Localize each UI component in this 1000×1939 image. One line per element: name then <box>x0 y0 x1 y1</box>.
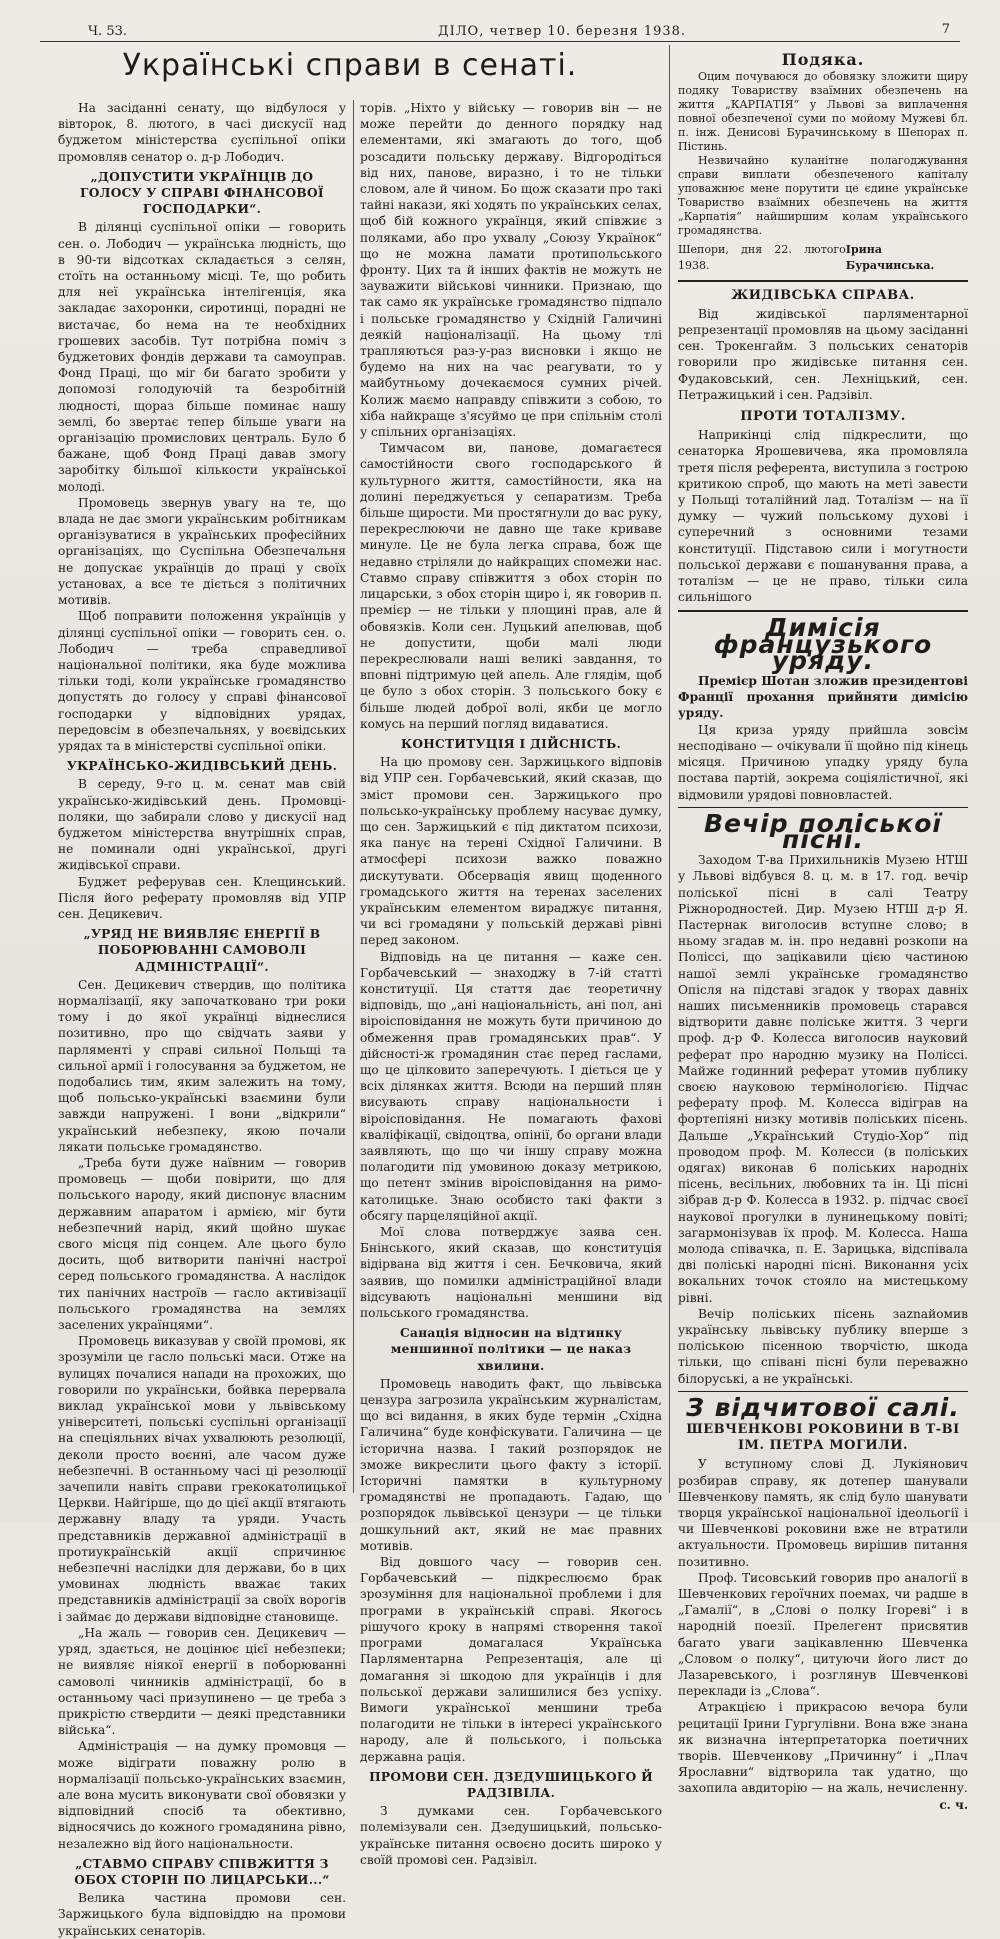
paragraph: Промовець звернув увагу на те, що влада не дає змоги українським робітникам організуватися в українських професійних організаціях, що Суспільна Обезпечальня не допускає українців до праці у своїх установах, а все те діється з політичних мотивів. <box>58 495 346 608</box>
paragraph: Адміністрація — на думку промовця — може відіграти поважну ролю в нормалізації польсько-українських взаємин, але вона мусить виконувати свої обовязки у відповідний спосіб та обективно, відносячись до кожного громадянина рівно, незалежно від його національности. <box>58 1739 346 1851</box>
paragraph: Незвичайно куланітне полагоджування справи виплати обезпеченого капіталу уповажнює мене порутити це єдине українське Товариство взаїмних обезпечень на життя „Карпатія“ найширшим колам українського громадянства. <box>678 154 968 238</box>
paragraph: „Треба бути дуже наївним — говорив промовець — щоби повірити, що для польського народу, який диспонує власним державним апаратом і армією, міг бути небезпечний нарід, який щойно шукає свого місця під сонцем. Але цього було досить, щоб витворити панічні настрої серед польського громадянства. А наслідок тих панічних настроїв — гасло активізації польського громадянства на землях заселених українцями“. <box>58 1156 346 1333</box>
paragraph: Атракцією і прикрасою вечора були рецитації Ірини Гургулівни. Вона вже знана як визначна інтерпретаторка поетичних творів. Шевченкову „Причинну“ і „Плач Ярославни“ відтворила так удатно, що захопила авдиторію — на жаль, нечисленну. <box>678 1700 968 1796</box>
column-1 <box>58 100 346 1938</box>
notice-signature <box>678 242 968 274</box>
paragraph: „На жаль — говорив сен. Децикевич — уряд, здається, не доцінює цієї небезпеки; не виявляє ніякої енергії в поборюванні самоволі чинників адміністрації, бо в останньому часі призупинено — це треба з прикрістю ствердити — деякі представники війська“. <box>58 1625 346 1738</box>
divider <box>678 1391 968 1392</box>
paragraph: Велика частина промови сен. Заржицького була відповіддю на промови українських сенаторів. <box>58 1891 346 1938</box>
subheading: ПРОМОВИ СЕН. ДЗЕДУШИЦЬКОГО Й РАДЗІВІЛА. <box>369 1769 653 1800</box>
page-number: 7 <box>941 22 950 37</box>
author-signature: с. ч. <box>939 1797 968 1812</box>
column-2 <box>360 100 662 1867</box>
paragraph: Тимчасом ви, панове, домагаєтеся самостійности свого господарського й культурного життя, самостійности, яка на долині переджується у сепаратизм. Треба більше щирости. Ми простягнули до вас руку, перекреслюючи не давно ще таке криваве минуле. Це не була легка справа, бож ще недавно стріляли до найкращих спомежи нас. Ставмо справу співжиття з обох сторін по лицарськи, з обох сторін щиро і, як говорив п. премієр — не тільки у площині прав, але й обовязків. Коли сен. Луцький апелював, щоб не допустити, щоби малі люди перекреслювали наші великі завдання, то вповні підтримую цей апель. Але глядім, щоб це було з обох сторін. З польського боку є більше людей доброї волі, якби це могло комусь на перший погляд видаватися. <box>360 441 662 731</box>
subheading: „СТАВМО СПРАВУ СПІВЖИТТЯ З ОБОХ СТОРІН ПО ЛИЦАРСЬКИ...“ <box>74 1856 330 1887</box>
issue-number: Ч. 53. <box>88 24 127 39</box>
paragraph: На цю промову сен. Заржицького відповів від УПР сен. Горбачевський, який сказав, що зміст промови сен. Заржицького про польсько-українську проблему насуває думку, що сен. Заржицький є під диктатом психози, яка панує на терені Східної Галичини. В атмосфері психози важко поважно дискутувати. Обсервація явищ щоденного громадського життя на теренах заселених українським елементом вираджує питання, чи всі громадяни у польській державі рівні перед законом. <box>360 755 662 948</box>
paragraph: На засіданні сенату, що відбулося у вівторок, 8. лютого, в часі дискусії над буджетом міністерства суспільної опіки промовляв сенатор о. д-р Лободич. <box>58 101 346 164</box>
paragraph: У вступному слові Д. Лукіянович розбирав справу, як дотепер шанували Шевченкову память, як слід було шанувати творця української національної ідеольогії і чи Шевченкові роковини вже не втратили актуальности. Промовець вирішив питання позитивно. <box>678 1457 968 1569</box>
paragraph: Заходом Т-ва Прихильників Музею НТШ у Львові відбувся 8. ц. м. в 17. год. вечір поліської пісні в салі Театру Ріжнородностей. Дир. Музею НТШ д-р Я. Пастернак виголосив вступне слово; в ньому згадав м. ін. про недавні розкопи на Поліссі, що зацікавили цією частиною нашої землі українське громадянство Опісля на підставі згадок у творах давніх наших письменників промовець старався відтворити давнє поліське життя. З черги проф. д-р Ф. Колесса виголосив науковий реферат про народню музику на Поліссі. Майже годинний реферат утомив публику своєю науковою термінологією. Підчас реферату проф. М. Колесса відіграв на фортепіяні низку мотивів поліських пісень. Дальше „Український Студіо-Хор“ під проводом проф. М. Колесси (в поліських одягах) виконав 6 поліських народніх пісень, весільних, любовних та ін. Ці пісні зібрав д-р Ф. Колесса в 1932. р. підчас своєї наукової прогулки в лунинецькому повіті; загармонізував їх проф. М. Колесса. Наша молода співачка, п. Е. Зарицька, відспівала дві поліські народні пісні. Виконання усіх вокальних точок стояло на мистецькому рівні. <box>678 853 968 1305</box>
article-title: Українські справи в сенаті. <box>122 48 578 83</box>
headline-polissia-evening: Вечір поліської пісні. <box>703 808 942 854</box>
divider <box>678 610 968 612</box>
paragraph: Відповідь на це питання — каже сен. Горбачевський — знаходжу в 7-ій статті конституції. Ця стаття дає теоретичну відповідь, що „ані національність, ані пол, ані віроісповідання не можуть бути причиною до обмеження прав громадянських прав“. У дійсності-ж громадянин стає перед гаслами, що це цілковито заперечують. І діється це у всіх ділянках життя. Всюди на перший плян висувають справу національности і віроісповідання. Не помагають фахові кваліфікації, свідоцтва, опінії, бо органи влади заявляють, що що чи іншу справу можна полагодити під умовиною доказу метрикою, що петент змінив віроісповідання на римо-католицьке. Знаю особисто такі факти з обсягу парцеляційної акції. <box>360 949 662 1223</box>
page-header <box>88 18 960 42</box>
paragraph: Буджет реферував сен. Клещинський. Після його реферату промовляв від УПР сен. Децикевич. <box>58 874 346 921</box>
subheading: КОНСТИТУЦІЯ І ДІЙСНІСТЬ. <box>400 736 622 751</box>
paragraph: Сен. Децикевич ствердив, що політика нормалізації, яку започатковано три роки тому і до якої українці віднеслися позитивно, про що свідчать заяви у парляменті у справі сильної Польщі та сильної армії і голосування за буджетом, не подобались тим, яким залежить на тому, щоб польсько-українські взаємини були завжди напружені. І вони „відкрили“ український небезпеку, якою почали лякати польське громадянство. <box>58 977 346 1154</box>
notice-place-date: Шепори, дня 22. лютого 1938. <box>678 243 846 273</box>
paragraph: торів. „Ніхто у війську — говорив він — не може перейти до денного порядку над елементами, які змагають до того, щоб розсадити польську державу. Відгородіться від них, панове, виразно, і то не тільки словом, але й чином. Бо щож сказати про такі тайні накази, які ходять по українських селах, щоб бій кожного українця, який співжиє з поляками, або про ухвалу „Союзу Українок“ що не можна ламати протипольського фронту. Цих та й інших фактів не можуть не зауважити військові чинники. Признаю, що так само як українське громадянство підпало і польське громадянство у Східній Галичині деякій націоналізації. На цьому тлі трапляються раз-у-раз висновки і якщо не будемо на них на час реагувати, то у майбутньому дочекаємося сумних річей. Колиж маємо направду співжити з собою, то хіба найкраще з'ясуймо це при спільнім столі у спільних організаціях. <box>360 101 662 440</box>
paragraph: Оцим почуваюся до обовязку зложити щиру подяку Товариству взаїмних обезпечень на життя „КАРПАТІЯ“ у Львові за виплачення повної обезпеченої суми по мойому Мужеві бл. п. інж. Денисові Бурачинському в Шепорах п. Пістинь. <box>678 70 968 154</box>
paragraph: Мої слова потверджує заява сен. Бнінського, який сказав, що конституція відірвана від життя і сен. Бечковича, який заявив, що помилки адміністраційної влади відсувають національні меншини від польського громадянства. <box>360 1225 662 1321</box>
subheading: Санація відносин на відтинку меншинної політики — це наказ хвилини. <box>390 1326 632 1373</box>
notice-name: Ірина Бурачинська. <box>845 243 935 273</box>
paragraph: В ділянці суспільної опіки — говорить сен. о. Лободич — українська людність, що в 90-ти відсотках складається з селян, стоїть на останньому місці. Те, що робить для неї українська інтелігенція, яка закладає захоронки, сиротинці, порадні не вистачає, бо нема на те необхідних грошевих засобів. Тут потрібна поміч з буджетових фондів держави та самоуправ. Фонд Праці, що міг би багато зробити у допомозі голодуючій та безробітній людності, щораз більше поминає нашу землі, бо звертає тепер більше уваги на організацію промислових централь. Було б бажане, щоб Фонд Праці давав змогу заробітку більшої кількости української молоді. <box>58 220 346 494</box>
paragraph: Від жидівської парляментарної репрезентації промовляв на цьому засіданні сен. Трокенгайм. З польських сенаторів говорили про жидівське питання сен. Фудаковський, сен. Лехніцький, сен. Петражицький і сен. Радзівіл. <box>678 306 968 402</box>
subheading: ШЕВЧЕНКОВІ РОКОВИНИ В Т-ВІ ІМ. ПЕТРА МОГИЛИ. <box>686 1422 960 1454</box>
subheading: ЖИДІВСЬКА СПРАВА. <box>731 287 915 303</box>
paragraph: Від довшого часу — говорив сен. Горбачевський — підкреслюємо брак зрозуміння для національної проблеми і для програми в українській справі. Якогось рішучого кроку в напрямі створення такої програми домагалася Українська Парляментарна Репрезентація, але ці домагання зі шкодою для українців і для польської держави залишилися без успіху. Вимоги української меншини треба полагодити не тільки в інтересі українського народу, але й польського, і польська державна рація. <box>360 1555 662 1764</box>
column-divider <box>669 45 670 1493</box>
paragraph: Проф. Тисовський говорив про аналогії в Шевченкових героїчних поемах, чи радше в „Гамалії“, в „Слові о полку Ігореві“ і в народній поезії. Прелегент присвятив багато уваги зацікавленню Шевченка „Словом о полку“, цитуючи його лист до Лазаревського, і розглянув Шевченкові переклади із „Слова“. <box>678 1570 968 1699</box>
paragraph: Промовець виказував у своїй промові, як зрозуміли це гасло польські маси. Отже на вулицях почалися напади на прохожих, що говорили по українськи, бойвка перервала виклад української мови у львівському університеті, польські суспільні організації на спеціяльних вічах ухвалюють резолюції, деколи просто воєнні, але часом дуже небезпечні. В останньому часі ці резолюції зачепили навіть справи грекокатолицької Церкви. Найгірше, що до цієї акції втягають державну владу та уряди. Участь представників державної адміністрації в протиукраїнській акції спричинює небезпечні наслідки для держави, бо в цих умовинах людність вважає таких представників адміністрації за своїх ворогів і займає до держави відповідне становище. <box>58 1334 346 1624</box>
notice-title: Подяка. <box>781 50 865 69</box>
headline-lecture-hall: З відчитової салі. <box>686 1392 960 1422</box>
paragraph: Промовець наводить факт, що львівська цензура загрозила українським журналістам, що всі видання, в яких буде термін „Східна Галичина“ буде конфіскувати. Галичина — це історична назва. І такий розпорядок не зможе викреслити цього факту з історії. Історичні памятки в культурному громадянстві не пропадають. Гадаю, що розпорядок львівської цензури — це тільки дошкульний акт, який не має правних мотивів. <box>360 1376 662 1553</box>
paragraph: Щоб поправити положення українців у ділянці суспільної опіки — говорить сен. о. Лободич — треба справедливої національної політики, яка буде можлива тільки тоді, коли українське громадянство допустять до голосу у справі фінансової господарки у відповідних урядах, передовсім в обезпечальнях, у воєвідських урядах та в міністерстві суспільної опіки. <box>58 609 346 753</box>
paragraph: В середу, 9-го ц. м. сенат мав свій українсько-жидівський день. Промовці-поляки, що забирали слово у дискусії над буджетом міністерства внутрішніх справ, не поминали одні української, другі жидівської справи. <box>58 777 346 873</box>
paragraph: Вечір поліських пісень заznайомив українську львівську публику вперше з поліською пісенною творчістю, шкода тільки, що співані пісні були переважно білоруські, а не українські. <box>678 1306 968 1386</box>
subheading: УКРАЇНСЬКО-ЖИДІВСЬКИЙ ДЕНЬ. <box>66 759 338 774</box>
paragraph: Ця криза уряду прийшла зовсім несподівано — очікували її щойно під кінець місяця. Причиною упадку уряду була постава партій, зокрема соціялістичної, які відмовили урядові повновластей. <box>678 722 968 802</box>
paragraph: З думками сен. Горбачевського полемізували сен. Дзедушицький, польсько-українське питання освоєно досить широко у своїй промові сен. Радзівіл. <box>360 1804 662 1867</box>
paragraph: Премієр Шотан зложив президентові Франції прохання прийняти димісію уряду. <box>678 674 968 721</box>
masthead: ДІЛО, четвер 10. березня 1938. <box>438 24 687 39</box>
subheading: ПРОТИ ТОТАЛІЗМУ. <box>740 409 906 425</box>
divider <box>678 807 968 808</box>
column-divider <box>353 100 354 1493</box>
divider <box>678 280 968 282</box>
subheading: „ДОПУСТИТИ УКРАЇНЦІВ ДО ГОЛОСУ У СПРАВІ ФІНАНСОВОЇ ГОСПОДАРКИ“. <box>80 169 324 217</box>
paragraph: Наприкінці слід підкреслити, що сенаторка Ярошевичева, яка промовляла третя після референта, виступила з гострою критикою спроб, що мають на меті завести у Польщі тоталійний лад. Тоталізм — на її думку — чужий польському духові і суперечний з основними тезами конституції. Підставою сили і могутности польської держави є пошанування права, а тоталізм — це не право, тільки сила сильнішого <box>678 428 968 605</box>
header-rule <box>40 41 960 42</box>
headline-french-government: Димісія французького уряду. <box>713 613 933 675</box>
column-3 <box>678 50 968 1812</box>
subheading: „УРЯД НЕ ВИЯВЛЯЄ ЕНЕРГІЇ В ПОБОРЮВАННІ САМОВОЛІ АДМІНІСТРАЦІЇ“. <box>83 927 321 974</box>
